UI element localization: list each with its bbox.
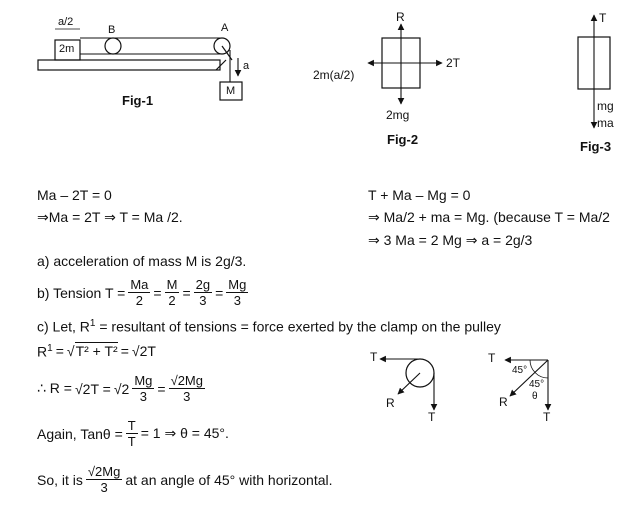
frac-ma-2 [128,277,150,308]
r-equation [37,373,205,404]
final-suffix: at an angle of 45° with horizontal. [125,471,333,488]
fig1-block-M: M [226,85,236,97]
frac-num: Mg [228,277,247,292]
tan-equation [37,418,229,449]
part-c-intro-sup: 1 [89,318,96,329]
pulley2-label-45a: 45° [512,365,528,376]
r1-lhs [37,343,53,360]
eq-right-line1: T + Ma – Mg = 0 [368,187,471,203]
fig2-label-2ma: 2m(a/2) [313,68,355,82]
r-mid: √2T = [74,380,111,397]
frac-num: √2Mg [170,373,203,388]
fig1-caption: Fig-1 [122,93,154,108]
frac-mg-3 [132,373,154,404]
fig1-label-B: B [108,24,116,36]
part-c-intro-post: = resultant of tensions = force exerted by the clamp on the pulley [95,318,501,335]
r1-equals: = [55,343,64,360]
frac-den: 2 [135,293,143,308]
part-a: a) acceleration of mass M is 2g/3. [37,253,247,269]
frac-den: 3 [139,389,147,404]
fig1-label-half: a/2 [58,16,74,28]
pulley1-label-R: R [386,396,395,410]
frac-num: Ma [130,277,149,292]
fig1-diagram [38,29,242,100]
r-coef: √2 [113,380,130,397]
frac-num: M [166,277,178,292]
fig1-label-A: A [221,22,229,34]
r1-sqrt: √T² + T² [66,343,118,360]
fig1-block-2m: 2m [59,43,75,55]
fig2-label-R: R [396,10,405,24]
pulley1-label-T-bottom: T [428,410,436,424]
r1-result: √2T [131,343,156,360]
part-b-prefix: b) Tension T = [37,284,126,301]
fig3-label-ma: ma [597,116,614,130]
frac-den: 3 [183,389,191,404]
fig2-label-2mg: 2mg [386,108,410,122]
pulley2-label-theta: θ [532,391,538,402]
r1-equals-2: = [120,343,129,360]
pulley2-label-R: R [499,395,508,409]
pulley1-label-T-top: T [370,350,378,364]
r1-radicand: T² + T² [75,343,118,360]
pulley2-label-T-top: T [488,351,496,365]
r1-sup: 1 [47,343,53,354]
fig2-caption: Fig-2 [387,132,419,147]
table-surface [38,60,220,70]
pulley-1-arrow-R [398,373,420,394]
pulley2-label-T-bottom: T [543,410,551,424]
frac-num: 2g [195,277,211,292]
frac-num: √2Mg [87,464,121,479]
fig3-label-mg: mg [597,99,614,113]
part-c-intro-pre: c) Let, R [37,318,90,335]
final-prefix: So, it is [37,471,83,488]
frac-num: T [127,418,136,433]
r1-symbol: R [37,343,48,360]
tan-prefix: Again, Tanθ = [37,425,123,442]
table-hatch [216,60,226,70]
pulley-B [105,38,121,54]
fig3-caption: Fig-3 [580,139,612,154]
eq-left-line2: ⇒Ma = 2T ⇒ T = Ma /2. [37,209,183,225]
fig1-label-a: a [243,60,250,72]
frac-num: Mg [134,373,153,388]
r-prefix: ∴ R = [37,380,72,396]
frac-mg-3 [226,277,248,308]
tan-suffix: = 1 ⇒ θ = 45°. [140,425,229,441]
eq-left-line1: Ma – 2T = 0 [37,187,112,203]
frac-den: 2 [168,293,176,308]
part-c-intro [37,318,501,335]
frac-2g-3 [194,277,212,308]
frac-m-2 [165,277,180,308]
frac-den: T [127,434,136,449]
frac-t-t [126,418,138,449]
frac-root2mg-3 [86,464,122,495]
equals: = [182,284,191,301]
r-equals: = [157,380,166,397]
pulley2-label-45b: 45° [529,379,545,390]
final-statement [37,464,333,495]
eq-right-line2: ⇒ Ma/2 + ma = Mg. (because T = Ma/2 [368,209,610,225]
frac-den: 3 [233,293,241,308]
fig2-label-2T: 2T [446,56,461,70]
fig2-diagram [368,24,442,104]
r1-equation [37,343,156,360]
frac-den: 3 [199,293,207,308]
equals: = [153,284,162,301]
equals: = [215,284,224,301]
frac-root2mg-3 [169,373,205,404]
fig3-label-T: T [599,11,607,25]
frac-den: 3 [100,480,108,495]
part-b [37,277,248,308]
eq-right-line3: ⇒ 3 Ma = 2 Mg ⇒ a = 2g/3 [368,232,533,248]
